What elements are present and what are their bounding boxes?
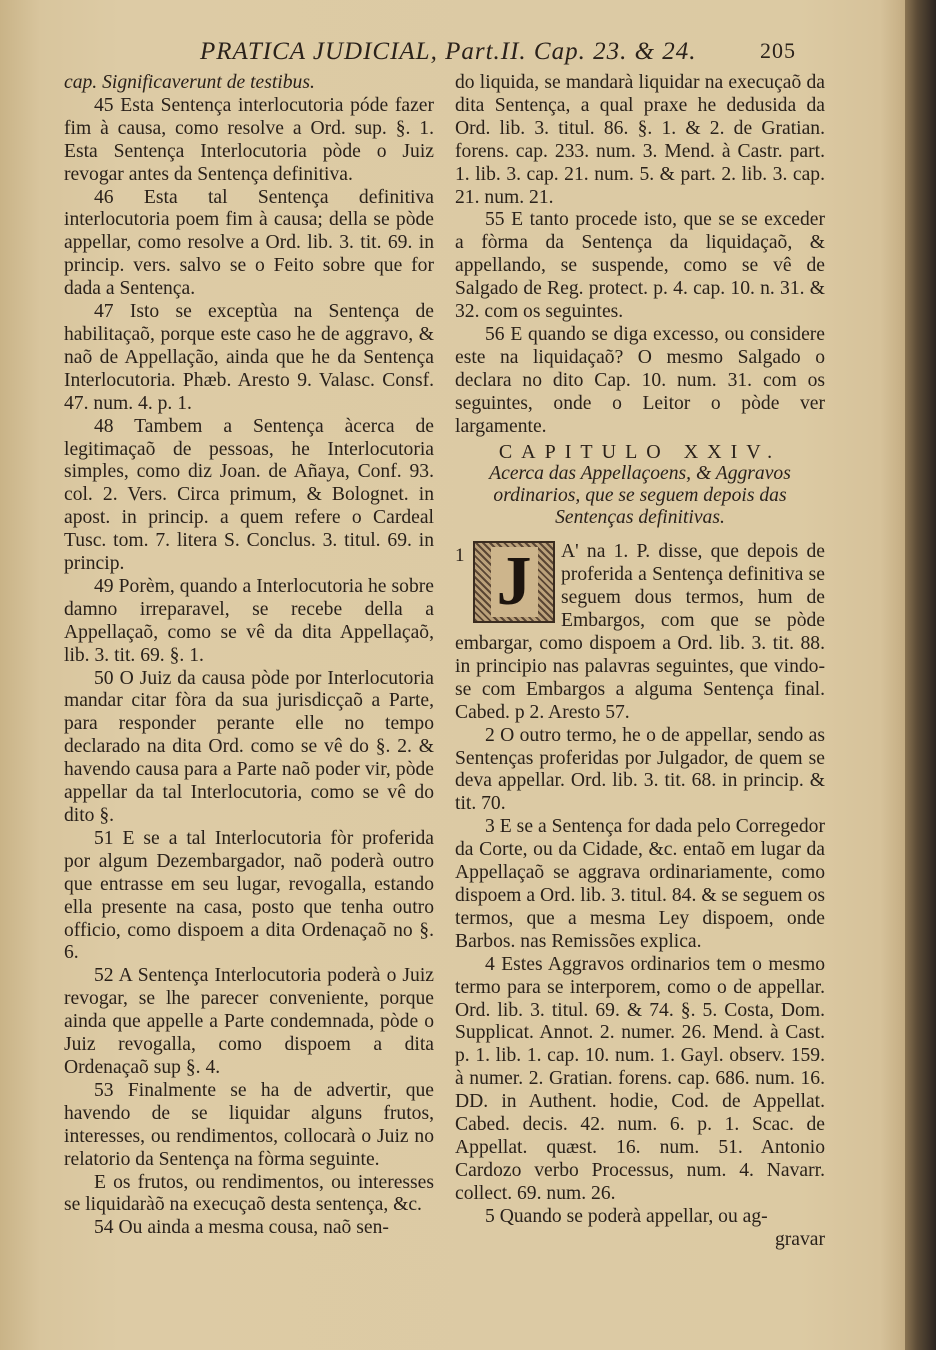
- paragraph: 5 Quando se poderà appellar, ou ag-: [485, 1205, 768, 1227]
- paragraph-number: 1: [455, 545, 465, 567]
- paragraph: 53 Finalmente se ha de advertir, que havendo de se liquidar alguns frutos, interesses, ou rendimentos, collocarà o Juiz no relatorio da Sentença na fòrma seguinte.: [64, 1079, 434, 1170]
- paragraph: cap. Significaverunt de testibus.: [64, 72, 315, 93]
- paragraph: 55 E tanto procede isto, que se se exceder a fòrma da Sentença da liquidaçaõ, & appellando, se suspende, como se vê de Salgado de Reg. protect. p. 4. cap. 10. n. 31. & 32. com os seguintes.: [455, 209, 825, 323]
- ornamental-initial: [473, 541, 555, 623]
- paragraph: 47 Isto se exceptùa na Sentença de habilitaçaõ, porque este caso he de aggravo, & naõ de Appellação, ainda que he da Sentença Interlocutoria. Phæb. Aresto 9. Valasc. Consf. 47. num. 4. p. 1.: [64, 301, 434, 414]
- paragraph: 4 Estes Aggravos ordinarios tem o mesmo termo para se interporem, como o de appellar. Ord. lib. 3. titul. 69. & 74. §. 5. Costa, Dom. Supplicat. Annot. 2. numer. 26. Mend. à Cast. p. 1. lib. 1. cap. 10. num. 1. Gayl. observ. 159. à numer. 2. Gratian. forens. cap. 686. num. 16. DD. in Authent. hodie, Cod. de Appellat. Cabed. decis. 42. num. 6. p. 1. Scac. de Appellat. quæst. 16. num. 51. Antonio Cardozo verbo Processus, num. 4. Navarr. collect. 69. num. 26.: [455, 953, 825, 1204]
- running-header: [200, 38, 820, 66]
- running-title: PRATICA JUDICIAL, Part.II. Cap. 23. & 24.: [200, 38, 697, 65]
- paragraph: 52 A Sentença Interlocutoria poderà o Juiz revogar, se lhe parecer conveniente, porque ainda que appelle a Parte condemnada, pòde o Juiz revogalla, como dispoem a dita Ordenaçaõ sup §. 4.: [64, 965, 434, 1078]
- paragraph: 3 E se a Sentença for dada pelo Corregedor da Corte, ou da Cidade, &c. entaõ em lugar da Appellaçaõ se aggrava ordinariamente, como dispoem a Ord. lib. 3. titul. 84. & se seguem os termos, que a mesma Ley dispoem, onde Barbos. nas Remissões explica.: [455, 816, 825, 952]
- paragraph: 56 E quando se diga excesso, ou considere este na liquidaçaõ? O mesmo Salgado o declara no dito Cap. 10. num. 31. com os seguintes, onde o Leitor o pòde ver largamente.: [455, 323, 825, 437]
- paragraph: 51 E se a tal Interlocutoria fòr proferida por algum Dezembargador, naõ poderà outro que entrasse em seu lugar, revogalla, estando ella presente na casa, posto que tenha outro officio, como dispoem a dita Ordenaçaõ no §. 6.: [64, 827, 434, 964]
- chapter-title: Acerca das Appellaçoens, & Aggravos ordinarios, que se seguem depois das Sentenças definitivas.: [489, 463, 791, 529]
- catchword: gravar: [774, 1228, 825, 1250]
- paragraph: 45 Esta Sentença interlocutoria póde fazer fim à causa, como resolve a Ord. sup. §. 1. Esta Sentença Interlocutoria pòde o Juiz revogar antes da Sentença definitiva.: [64, 94, 434, 185]
- paragraph: 50 O Juiz da causa pòde por Interlocutoria mandar citar fòra da sua jurisdicçaõ a Parte, para responder perante elle no tempo declarado na dita Ord. como se vê do §. 2. & havendo causa para a Parte naõ poder vir, pòde appellar da tal Interlocutoria, como se vê do dito §.: [64, 667, 434, 826]
- chapter-heading: CAPITULO XXIV.: [498, 440, 782, 463]
- page-number: 205: [760, 38, 796, 63]
- paragraph: 54 Ou ainda a mesma cousa, naõ sen-: [94, 1217, 389, 1239]
- paragraph: do liquida, se mandarà liquidar na execuçaõ da dita Sentença, a qual praxe he dedusida da Ord. lib. 3. titul. 86. §. 1. & 2. de Gratian. forens. cap. 233. num. 3. Mend. à Castr. part. 1. lib. 3. cap. 21. num. 5. & part. 2. lib. 3. cap. 21. num. 21.: [455, 72, 825, 208]
- left-column: [64, 72, 434, 1240]
- page-edge-shadow: [905, 0, 936, 1350]
- right-column: [455, 72, 825, 1252]
- paragraph: 48 Tambem a Sentença àcerca de legitimaçaõ de pessoas, he Interlocutoria simples, como diz Joan. de Añaya, Conf. 93. col. 2. Vers. Circa primum, & Bolognet. in apost. in princip. a quem refere o Cardeal Tusc. tom. 7. litera S. Conclus. 3. titul. 69. in princip.: [64, 415, 434, 575]
- paragraph: 49 Porèm, quando a Interlocutoria he sobre damno irreparavel, se recebe della a Appellaçaõ, como se vê da dita Appellaçaõ, lib. 3. tit. 69. §. 1.: [64, 575, 434, 666]
- dropcap-letter: J: [491, 547, 538, 617]
- paragraph: A' na 1. P. disse, que depois de proferida a Sentença definitiva se seguem dous termos, hum de Embargos, com que se pòde embargar, como dispoem a Ord. lib. 3. tit. 88. in principio nas palavras seguintes, que vindo-se com Embargos a alguma Sentença final. Cabed. p 2. Aresto 57.: [455, 541, 825, 723]
- paragraph: E os frutos, ou rendimentos, ou interesses se liquidaràõ na execuçaõ desta sentença, &c.: [64, 1171, 434, 1216]
- paragraph: 46 Esta tal Sentença definitiva interlocutoria poem fim à causa; della se pòde appellar, como resolve a Ord. lib. 3. tit. 69. in princip. vers. salvo se o Feito sobre que for dada a Sentença.: [64, 186, 434, 300]
- paragraph: 2 O outro termo, he o de appellar, sendo as Sentenças proferidas por Julgador, de quem se deva appellar. Ord. lib. 3. tit. 68. in princip. & tit. 70.: [455, 724, 825, 815]
- chapter-opening: [455, 541, 825, 724]
